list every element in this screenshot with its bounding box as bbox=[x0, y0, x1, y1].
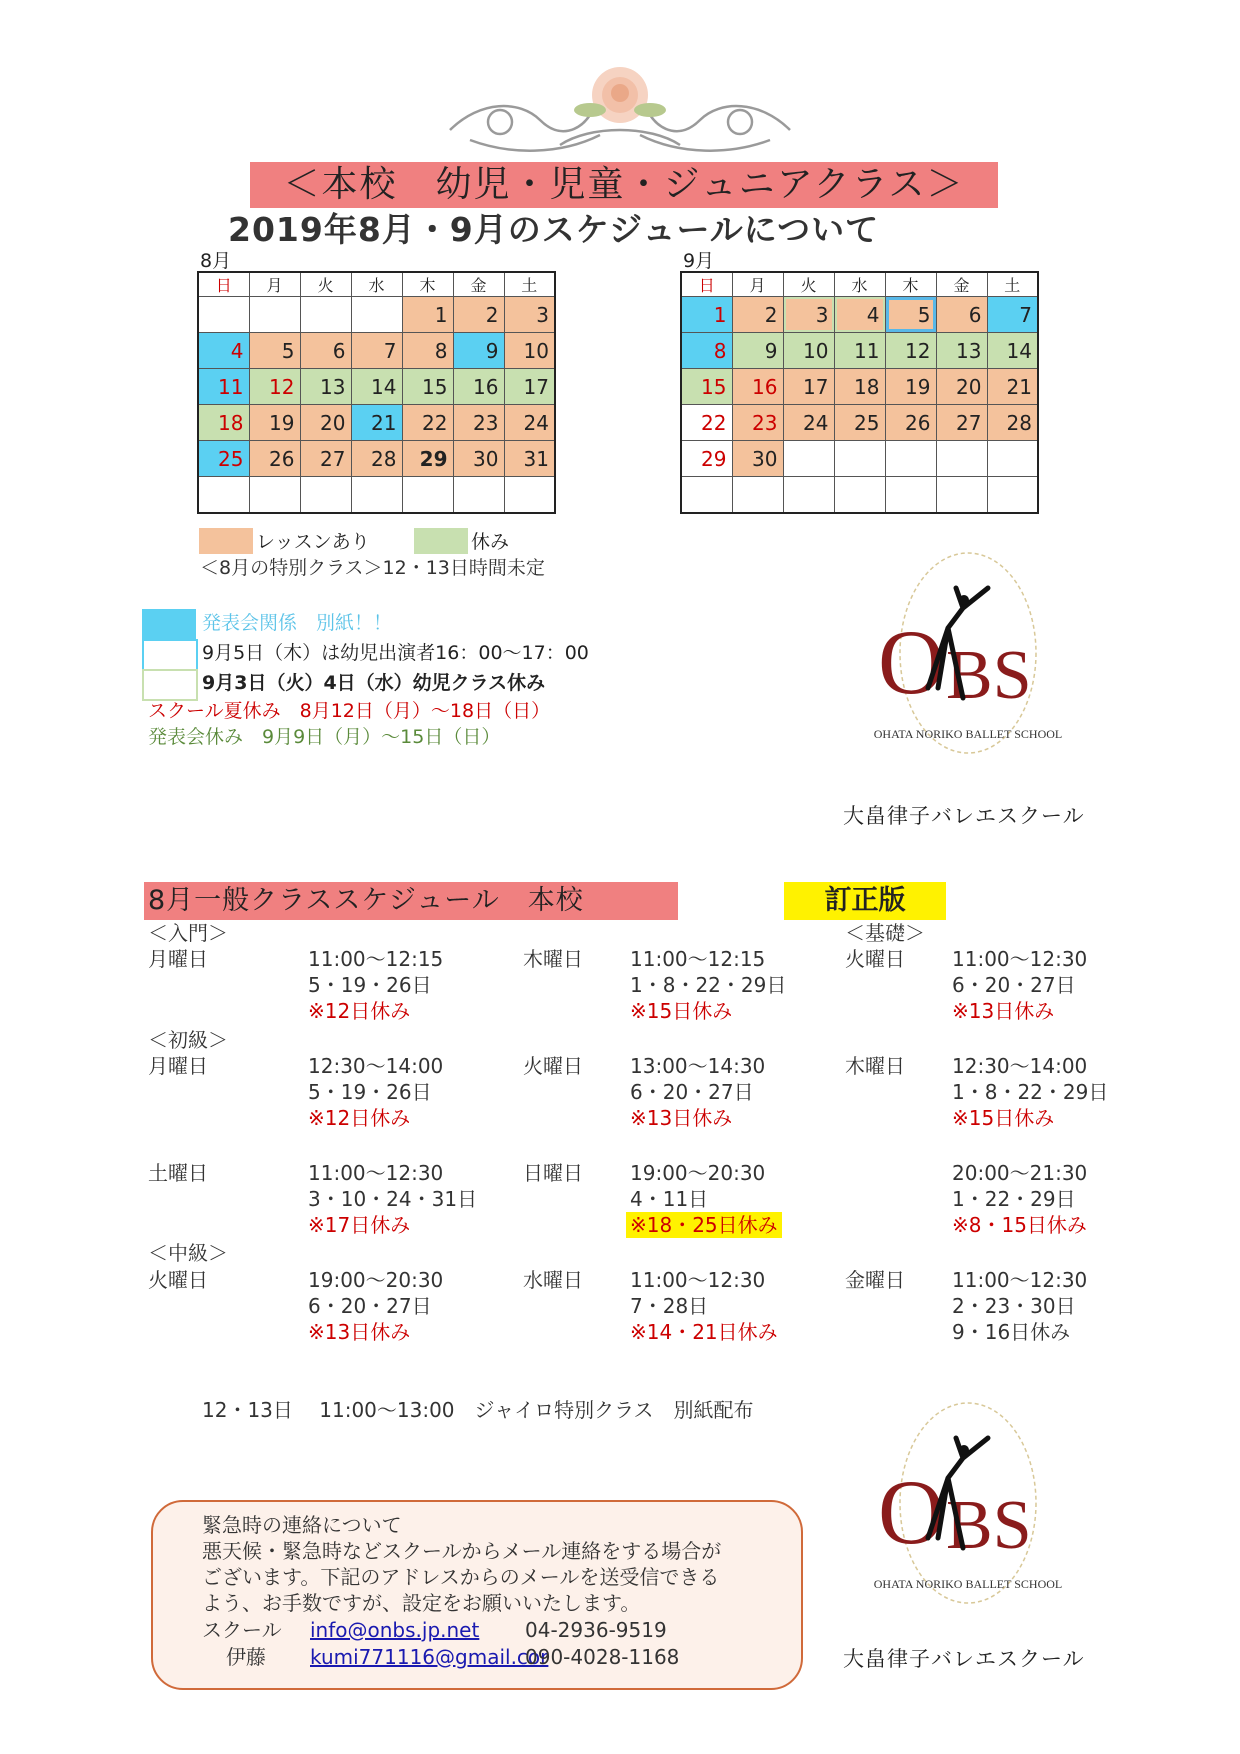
class-off: ※8・15日休み bbox=[952, 1213, 1087, 1237]
day-cell: 17 bbox=[504, 369, 555, 405]
logo-caption: OHATA NORIKO BALLET SCHOOL bbox=[873, 1577, 1063, 1591]
day-cell: 4 bbox=[198, 333, 249, 369]
class-time: 11:00～12:30 bbox=[308, 1161, 444, 1185]
day-cell: 10 bbox=[783, 333, 834, 369]
day-cell: 3 bbox=[504, 297, 555, 333]
day-cell: 9 bbox=[732, 333, 783, 369]
day-cell bbox=[300, 297, 351, 333]
weekday-sun: 日 bbox=[198, 272, 249, 297]
day-cell: 31 bbox=[504, 441, 555, 477]
day-cell: 28 bbox=[351, 441, 402, 477]
correction-badge: 訂正版 bbox=[784, 882, 946, 920]
contact-line: 悪天候・緊急時などスクールからメール連絡をする場合が bbox=[202, 1539, 722, 1563]
day-cell: 21 bbox=[351, 405, 402, 441]
day-cell: 29 bbox=[681, 441, 732, 477]
day-cell: 10 bbox=[504, 333, 555, 369]
level-beginner: ＜初級＞ bbox=[148, 1028, 228, 1052]
class-off: ※12日休み bbox=[308, 999, 411, 1023]
class-off: ※15日休み bbox=[952, 1106, 1055, 1130]
day-cell bbox=[936, 477, 987, 513]
school-name-bottom: 大畠律子バレエスクール bbox=[843, 1647, 1085, 1671]
day-cell bbox=[834, 477, 885, 513]
day-cell: 15 bbox=[681, 369, 732, 405]
sep5-note: 9月5日（木）は幼児出演者16：00～17：00 bbox=[202, 642, 589, 664]
day-cell: 12 bbox=[249, 369, 300, 405]
level-intro: ＜入門＞ bbox=[148, 921, 228, 945]
weekday-header-row bbox=[681, 272, 1038, 297]
class-time: 19:00～20:30 bbox=[308, 1268, 444, 1292]
day-cell bbox=[885, 441, 936, 477]
class-off: 9・16日休み bbox=[952, 1320, 1071, 1344]
day-cell bbox=[198, 297, 249, 333]
class-time: 11:00～12:15 bbox=[308, 947, 444, 971]
day-cell: 12 bbox=[885, 333, 936, 369]
day-cell: 24 bbox=[504, 405, 555, 441]
ito-phone: 090-4028-1168 bbox=[525, 1645, 680, 1669]
day-cell: 1 bbox=[402, 297, 453, 333]
class-time: 11:00～12:30 bbox=[952, 1268, 1088, 1292]
class-off: ※13日休み bbox=[308, 1320, 411, 1344]
class-off: ※15日休み bbox=[630, 999, 733, 1023]
class-off: ※13日休み bbox=[952, 999, 1055, 1023]
class-dates: 5・19・26日 bbox=[308, 1080, 432, 1104]
day-cell: 26 bbox=[885, 405, 936, 441]
class-dates: 4・11日 bbox=[630, 1187, 709, 1211]
weekday-sat: 土 bbox=[504, 272, 555, 297]
summer-break-note: スクール夏休み 8月12日（月）～18日（日） bbox=[148, 700, 551, 722]
class-off: ※17日休み bbox=[308, 1213, 411, 1237]
class-dates: 3・10・24・31日 bbox=[308, 1187, 478, 1211]
page-subtitle: 2019年8月・9月のスケジュールについて bbox=[228, 210, 880, 249]
day-cell: 8 bbox=[681, 333, 732, 369]
class-day: 火曜日 bbox=[845, 947, 905, 971]
september-label: 9月 bbox=[683, 250, 715, 272]
day-cell: 14 bbox=[987, 333, 1038, 369]
day-cell: 30 bbox=[453, 441, 504, 477]
class-day: 木曜日 bbox=[523, 947, 583, 971]
day-cell bbox=[834, 441, 885, 477]
day-cell: 14 bbox=[351, 369, 402, 405]
onbs-logo-bottom bbox=[868, 1398, 1068, 1628]
page-title: ＜本校 幼児・児童・ジュニアクラス＞ bbox=[283, 164, 965, 205]
level-basic: ＜基礎＞ bbox=[845, 921, 925, 945]
day-cell: 1 bbox=[681, 297, 732, 333]
september-calendar bbox=[680, 271, 1039, 514]
day-cell: 4 bbox=[834, 297, 885, 333]
class-day: 土曜日 bbox=[148, 1161, 208, 1185]
week-row bbox=[198, 297, 555, 333]
school-contact-label: スクール bbox=[202, 1618, 282, 1642]
august-label: 8月 bbox=[200, 250, 232, 272]
svg-text:BS: BS bbox=[946, 1487, 1032, 1564]
weekday-thu: 木 bbox=[402, 272, 453, 297]
class-dates: 6・20・27日 bbox=[952, 973, 1076, 997]
class-day: 火曜日 bbox=[148, 1268, 208, 1292]
day-cell: 16 bbox=[732, 369, 783, 405]
day-cell: 18 bbox=[834, 369, 885, 405]
day-cell bbox=[351, 297, 402, 333]
day-cell: 3 bbox=[783, 297, 834, 333]
day-cell: 5 bbox=[885, 297, 936, 333]
day-cell: 27 bbox=[300, 441, 351, 477]
event-note: 発表会関係 別紙！！ bbox=[202, 612, 393, 634]
legend-rest-swatch bbox=[414, 528, 468, 554]
class-off: ※12日休み bbox=[308, 1106, 411, 1130]
day-cell: 9 bbox=[453, 333, 504, 369]
week-row bbox=[198, 441, 555, 477]
recital-break-note: 発表会休み 9月9日（月）～15日（日） bbox=[148, 726, 501, 748]
contact-line: ございます。下記のアドレスからのメールを送受信できる bbox=[202, 1565, 720, 1589]
svg-text:BS: BS bbox=[946, 637, 1032, 714]
class-time: 20:00～21:30 bbox=[952, 1161, 1088, 1185]
svg-text:O: O bbox=[878, 611, 945, 713]
day-cell: 21 bbox=[987, 369, 1038, 405]
day-cell: 24 bbox=[783, 405, 834, 441]
weekday-tue: 火 bbox=[783, 272, 834, 297]
svg-text:O: O bbox=[878, 1461, 945, 1563]
class-time: 11:00～12:30 bbox=[952, 947, 1088, 971]
class-dates: 1・8・22・29日 bbox=[630, 973, 787, 997]
day-cell: 11 bbox=[834, 333, 885, 369]
week-row bbox=[198, 477, 555, 513]
class-day: 木曜日 bbox=[845, 1054, 905, 1078]
class-time: 13:00～14:30 bbox=[630, 1054, 766, 1078]
week-row bbox=[198, 333, 555, 369]
event-swatch bbox=[142, 609, 196, 639]
weekday-fri: 金 bbox=[453, 272, 504, 297]
day-cell: 28 bbox=[987, 405, 1038, 441]
weekday-fri: 金 bbox=[936, 272, 987, 297]
week-row bbox=[681, 333, 1038, 369]
contact-line: よう、お手数ですが、設定をお願いいたします。 bbox=[202, 1591, 641, 1615]
day-cell bbox=[351, 477, 402, 513]
ito-contact-label: 伊藤 bbox=[226, 1645, 266, 1669]
class-day: 日曜日 bbox=[523, 1161, 583, 1185]
rose-ornament bbox=[440, 60, 800, 160]
day-cell bbox=[783, 477, 834, 513]
onbs-logo bbox=[868, 548, 1068, 778]
day-cell bbox=[249, 297, 300, 333]
class-time: 12:30～14:00 bbox=[952, 1054, 1088, 1078]
day-cell: 19 bbox=[249, 405, 300, 441]
legend-rest-label: 休み bbox=[471, 531, 510, 553]
day-cell bbox=[987, 441, 1038, 477]
week-row bbox=[198, 405, 555, 441]
day-cell: 8 bbox=[402, 333, 453, 369]
legend-lesson-swatch bbox=[199, 528, 253, 554]
day-cell bbox=[402, 477, 453, 513]
class-dates: 6・20・27日 bbox=[630, 1080, 754, 1104]
school-phone: 04-2936-9519 bbox=[525, 1618, 667, 1642]
day-cell: 16 bbox=[453, 369, 504, 405]
day-cell: 18 bbox=[198, 405, 249, 441]
weekday-mon: 月 bbox=[249, 272, 300, 297]
day-cell: 11 bbox=[198, 369, 249, 405]
day-cell bbox=[453, 477, 504, 513]
special-gyro-class: 12・13日 11:00～13:00 ジャイロ特別クラス 別紙配布 bbox=[202, 1398, 754, 1422]
day-cell: 13 bbox=[936, 333, 987, 369]
day-cell bbox=[783, 441, 834, 477]
class-day: 水曜日 bbox=[523, 1268, 583, 1292]
class-day: 火曜日 bbox=[523, 1054, 583, 1078]
day-cell: 2 bbox=[453, 297, 504, 333]
class-off-highlighted: ※18・25日休み bbox=[626, 1212, 782, 1238]
day-cell: 27 bbox=[936, 405, 987, 441]
class-dates: 1・22・29日 bbox=[952, 1187, 1076, 1211]
day-cell: 25 bbox=[198, 441, 249, 477]
day-cell bbox=[504, 477, 555, 513]
class-day: 金曜日 bbox=[845, 1268, 905, 1292]
day-cell: 13 bbox=[300, 369, 351, 405]
weekday-sun: 日 bbox=[681, 272, 732, 297]
day-cell: 15 bbox=[402, 369, 453, 405]
weekday-header-row bbox=[198, 272, 555, 297]
schedule-title: 8月一般クラススケジュール 本校 bbox=[148, 885, 584, 916]
school-name: 大畠律子バレエスクール bbox=[843, 804, 1085, 828]
day-cell: 7 bbox=[351, 333, 402, 369]
day-cell: 26 bbox=[249, 441, 300, 477]
legend-lesson-label: レッスンあり bbox=[256, 531, 370, 553]
day-cell bbox=[732, 477, 783, 513]
day-cell bbox=[987, 477, 1038, 513]
august-calendar bbox=[197, 271, 556, 514]
outline-blue-swatch bbox=[142, 639, 198, 671]
day-cell: 20 bbox=[300, 405, 351, 441]
day-cell: 6 bbox=[936, 297, 987, 333]
class-off: ※14・21日休み bbox=[630, 1320, 778, 1344]
weekday-wed: 水 bbox=[351, 272, 402, 297]
weekday-sat: 土 bbox=[987, 272, 1038, 297]
day-cell: 30 bbox=[732, 441, 783, 477]
ito-email-link[interactable]: kumi771116@gmail.cor bbox=[310, 1645, 549, 1669]
day-cell: 23 bbox=[732, 405, 783, 441]
week-row bbox=[681, 405, 1038, 441]
class-time: 12:30～14:00 bbox=[308, 1054, 444, 1078]
logo-caption: OHATA NORIKO BALLET SCHOOL bbox=[873, 727, 1063, 741]
class-time: 11:00～12:30 bbox=[630, 1268, 766, 1292]
day-cell bbox=[936, 441, 987, 477]
day-cell: 29 bbox=[402, 441, 453, 477]
class-dates: 7・28日 bbox=[630, 1294, 709, 1318]
week-row bbox=[681, 297, 1038, 333]
class-dates: 1・8・22・29日 bbox=[952, 1080, 1109, 1104]
day-cell bbox=[300, 477, 351, 513]
class-time: 11:00～12:15 bbox=[630, 947, 766, 971]
day-cell: 17 bbox=[783, 369, 834, 405]
class-day: 月曜日 bbox=[148, 1054, 208, 1078]
class-dates: 2・23・30日 bbox=[952, 1294, 1076, 1318]
class-off: ※13日休み bbox=[630, 1106, 733, 1130]
sep3-note: 9月3日（火）4日（水）幼児クラス休み bbox=[202, 672, 546, 694]
week-row bbox=[681, 369, 1038, 405]
weekday-mon: 月 bbox=[732, 272, 783, 297]
class-day: 月曜日 bbox=[148, 947, 208, 971]
week-row bbox=[681, 441, 1038, 477]
day-cell: 19 bbox=[885, 369, 936, 405]
weekday-wed: 水 bbox=[834, 272, 885, 297]
week-row bbox=[198, 369, 555, 405]
school-email-link[interactable]: info@onbs.jp.net bbox=[310, 1618, 480, 1642]
day-cell bbox=[885, 477, 936, 513]
class-dates: 5・19・26日 bbox=[308, 973, 432, 997]
level-intermediate: ＜中級＞ bbox=[148, 1241, 228, 1265]
outline-green-swatch bbox=[142, 669, 198, 701]
week-row bbox=[681, 477, 1038, 513]
special-class-note: ＜8月の特別クラス＞12・13日時間未定 bbox=[200, 557, 545, 579]
day-cell: 22 bbox=[681, 405, 732, 441]
day-cell bbox=[249, 477, 300, 513]
day-cell: 2 bbox=[732, 297, 783, 333]
day-cell: 20 bbox=[936, 369, 987, 405]
day-cell: 25 bbox=[834, 405, 885, 441]
class-time: 19:00～20:30 bbox=[630, 1161, 766, 1185]
day-cell: 23 bbox=[453, 405, 504, 441]
class-dates: 6・20・27日 bbox=[308, 1294, 432, 1318]
contact-heading: 緊急時の連絡について bbox=[202, 1513, 402, 1537]
day-cell: 22 bbox=[402, 405, 453, 441]
day-cell: 6 bbox=[300, 333, 351, 369]
day-cell: 5 bbox=[249, 333, 300, 369]
day-cell: 7 bbox=[987, 297, 1038, 333]
day-cell bbox=[198, 477, 249, 513]
day-cell bbox=[681, 477, 732, 513]
weekday-thu: 木 bbox=[885, 272, 936, 297]
weekday-tue: 火 bbox=[300, 272, 351, 297]
